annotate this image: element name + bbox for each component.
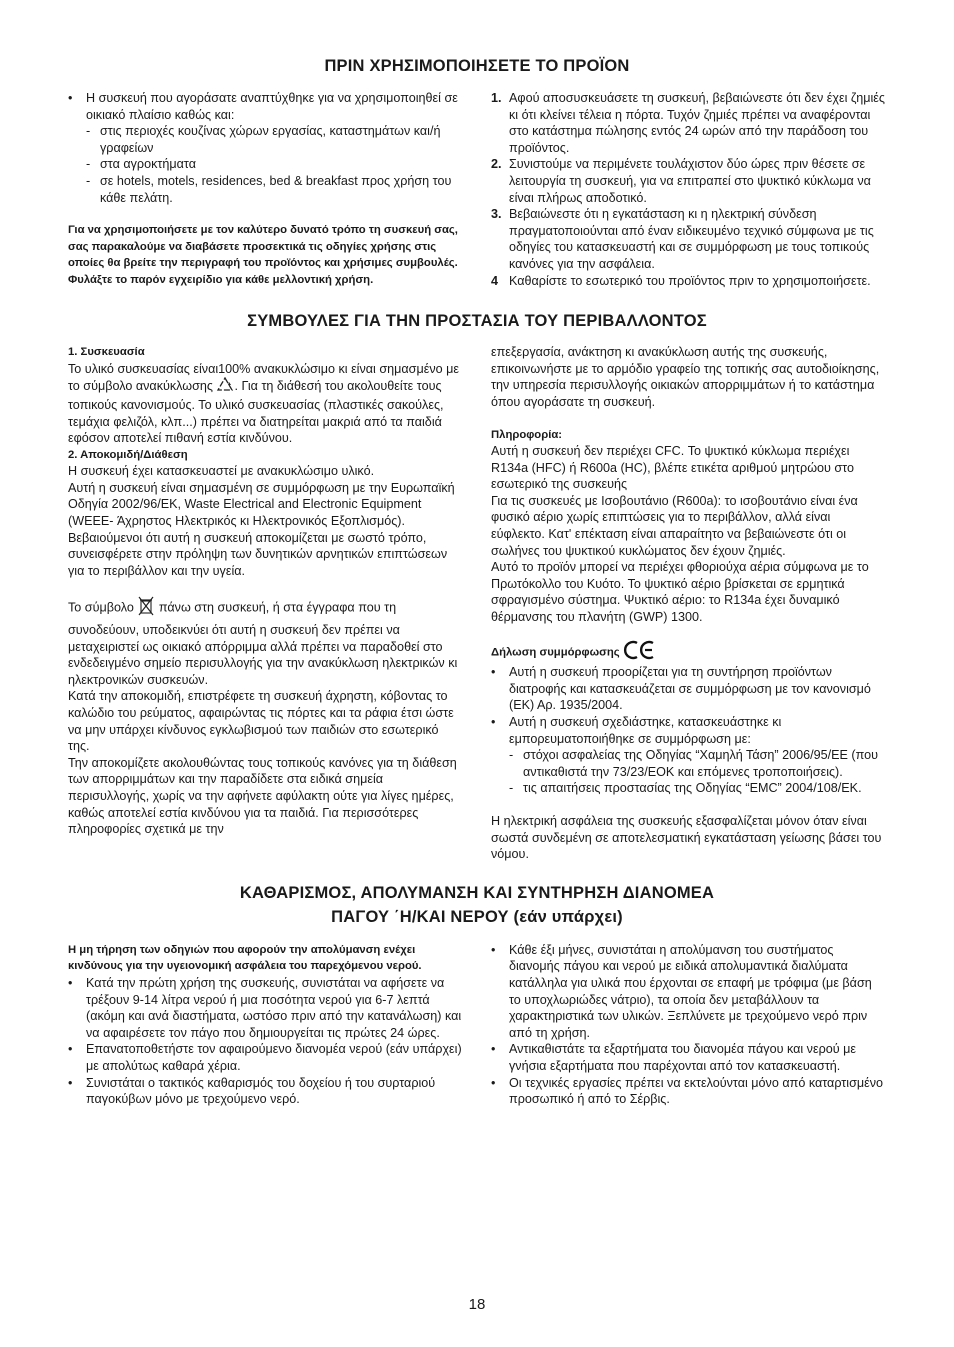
weee-text: Το σύμβολο πάνω στη συσκευή, ή στα έγγραφα που τη συνοδεύουν, υποδεικνύει ότι αυτή η συσκευή δεν πρέπει να μεταχειριστεί ως οικιακό απόρριμμα αλλά πρέπει να παραδοθεί στο ενδεδειγμένο σημείο περισυλλογής για την ανακύκλωση ηλεκτρικών κι ηλεκτρονικών συσκευών. [68,595,463,688]
packaging-text: Το υλικό συσκευασίας είναι100% ανακυκλώσιμο κι είναι σημασμένο με το σύμβολο ανακύκλωσης . Για τη διάθεσή του ακολουθείτε τους τοπικούς κανονισμούς. Το υλικό συσκευασίας (πλαστικές σακούλες, τεμάχια φελιζόλ, κλπ...) πρέπει να διατηρείται μακριά από τα παιδιά εφόσον αποτελεί πιθανή εστία κινδύνου. [68,361,459,446]
conformity-heading-row [491,640,886,665]
step-item: 2. Συνιστούμε να περιμένετε τουλάχιστον δύο ώρες πριν θέσετε σε λειτουργία τη συσκευή, για να επιτραπεί στο ψυκτικό κύκλωμα να είναι πλήρως αποδοτικό. [491,157,871,205]
section-cleaning [68,942,886,1108]
conformity-dash: - τις απαιτήσεις προστασίας της Οδηγίας “EMC” 2004/108/ΕΚ. [509,780,886,797]
disposal-text: Την αποκομίζετε ακολουθώντας τους τοπικούς κανόνες για τη διάθεση των απορριμμάτων και την παραδίδετε στα ειδικά σημεία περισυλλογής, χωρίς να την αφήνετε αφύλακτη ούτε για λίγες ημέρες, καθώς αποτελεί εστία κινδύνου για τα παιδιά. Για περισσότερες πληροφορίες σχετικά με την [68,755,457,837]
section-title-environment: ΣΥΜΒΟΥΛΕΣ ΓΙΑ ΤΗΝ ΠΡΟΣΤΑΣΙΑ ΤΟΥ ΠΕΡΙΒΑΛΛΟΝΤΟΣ [247,312,707,331]
environment-left-column [68,344,463,863]
section-before-use [68,90,886,289]
info-text: Αυτό το προϊόν μπορεί να περιέχει φθοριούχα αέρια σύμφωνα με το Πρωτόκολλο του Κυότο. Το ψυκτικό αέριο βρίσκεται σε ερμητικά σφραγισμένο σύστημα. Ψυκτικό αέριο: το R134a έχει δυναμικό θέρμανσης του πλανήτη (GWP) 1300. [491,560,869,625]
conformity-dashes [509,747,886,797]
section-title-cleaning-line1: ΚΑΘΑΡΙΣΜΟΣ, ΑΠΟΛΥΜΑΝΣΗ ΚΑΙ ΣΥΝΤΗΡΗΣΗ ΔΙΑΝΟΜΕΑ [239,883,715,902]
ce-mark-icon [623,640,657,665]
cleaning-left-column [68,942,463,1108]
cleaning-item: • Συνιστάται ο τακτικός καθαρισμός του δοχείου ή του συρταριού παγοκύβων μόνο με τρεχούμενο νερό. [68,1075,463,1108]
electrical-safety-text: Η ηλεκτρική ασφάλεια της συσκευής εξασφαλίζεται μόνον όταν είναι σωστά συνδεμένη σε αποτελεσματική εγκατάσταση γείωσης βάσει του νόμου. [491,813,882,862]
disposal-text: Αυτή η συσκευή είναι σημασμένη σε συμμόρφωση με την Ευρωπαϊκή Οδηγία 2002/96/ΕΚ, Waste Electrical and Electronic Equipment (WEEE- Άχρηστος Ηλεκτρικός κι Ηλεκτρονικός Εξοπλισμός). Βεβαιούμενοι ότι αυτή η συσκευή αποκομίζεται με σωστό τρόπο, συνεισφέρετε στην πρόληψη των δυνητικών αρνητικών επιπτώσεων για το περιβάλλον και την υγεία. [68,480,455,578]
disposal-heading: 2. Αποκομιδή/Διάθεση [68,448,188,461]
cleaning-item: • Κατά την πρώτη χρήση της συσκευής, συνιστάται να αφήσετε να τρέξουν 9-14 λίτρα νερού ή μια ποσότητα νερού για 6-7 λεπτά (ακόμη και ανά διαστήματα, ωστόσο πριν από την κατανάλωση) και να αφαιρέσετε τον πάγο που δημιουργείται τις πρώτες 24 ώρες. [68,975,463,1041]
disposal-continued: επεξεργασία, ανάκτηση κι ανακύκλωση αυτής της συσκευής, επικοινωνήστε με το αρμόδιο γραφείο της τοπικής σας αυτοδιοίκησης, την υπηρεσία περισυλλογής οικιακών απορριμμάτων ή το κατάστημα όπου αγοράσατε τη συσκευή. [491,345,880,409]
cleaning-list-left [68,975,463,1108]
conformity-item: • Αυτή η συσκευή σχεδιάστηκε, κατασκευάστηκε κι εμπορευματοποιήθηκε σε συμμόρφωση με: - στόχοι ασφαλείας της Οδηγίας “Χαμηλή Τάση” 2006/95/ΕΕ (που αντικαθιστά την 73/23/ΕΟΚ και επόμενες τροποποιήσεις). - τις απαιτήσεις προστασίας της Οδηγίας “EMC” 2004/108/ΕΚ. [491,714,886,797]
before-use-left-column [68,90,463,289]
before-use-right-column [491,90,886,289]
cleaning-item: • Κάθε έξι μήνες, συνιστάται η απολύμανση του συστήματος διανομής πάγου και νερού με ειδικά απολυμαντικά διαλύματα κατάλληλα για υλικά που έρχονται σε επαφή με τρόφιμα (με βάση το υποχλωριώδες νάτριο), τα οποία δεν μεταβάλλουν τα χαρακτηριστικά των υλικών. Ξεπλύνετε με τρεχούμενο νερό πριν από τη χρήση. [491,942,886,1042]
conformity-list [491,664,886,797]
step-item: 1. Αφού αποσυσκευάσετε τη συσκευή, βεβαιώνεστε ότι δεν έχει ζημιές κι ότι κλείνει τέλεια η πόρτα. Τυχόν ζημιές πρέπει να αναφέρονται στο κατάστημα πώλησης εντός 24 ωρών από την παράδοση του προϊόντος. [491,91,885,155]
cleaning-item: • Αντικαθιστάτε τα εξαρτήματα του διανομέα πάγου και νερού με γνήσια εξαρτήματα που παρέχονται από τον κατασκευαστή. [491,1041,886,1074]
packaging-heading: 1. Συσκευασία [68,346,145,359]
intended-use-text: • Η συσκευή που αγοράσατε αναπτύχθηκε για να χρησιμοποιηθεί σε οικιακό πλαίσιο καθώς και: [86,91,458,122]
info-text: Για τις συσκευές με Ισοβουτάνιο (R600a): το ισοβουτάνιο είναι ένα φυσικό αέριο χωρίς επιπτώσεις για το περιβάλλον, αλλά είναι εύφλεκτο. Κατ' επέκταση είναι απαραίτητο να βεβαιώνεστε ότι οι σωλήνες του ψυκτικού κυκλώματος δεν έχουν ζημιές. [491,493,858,558]
crossed-bin-icon [137,595,155,622]
conformity-dash: - στόχοι ασφαλείας της Οδηγίας “Χαμηλή Τάση” 2006/95/ΕΕ (που αντικαθιστά την 73/23/ΕΟΚ και επόμενες τροποποιήσεις). [509,747,886,780]
intended-use-item [68,90,463,206]
info-heading: Πληροφορία: [491,428,563,441]
intended-use-dashes [86,123,463,206]
before-use-steps [491,90,886,289]
step-item: 3. Βεβαιώνεστε ότι η εγκατάσταση κι η ηλεκτρική σύνδεση πραγματοποιούνται από έναν ειδικευμένο τεχνικό σύμφωνα με τις οδηγίες του κατασκευαστή και σε συμμόρφωση με τους τοπικούς κανόνες για την ασφάλεια. [491,207,874,271]
step-item: 4 Καθαρίστε το εσωτερικό του προϊόντος πριν το χρησιμοποιήσετε. [491,273,871,288]
cleaning-right-column [491,942,886,1108]
intended-use-dash: - σε hotels, motels, residences, bed & breakfast προς χρήση του κάθε πελάτη. [86,173,463,206]
info-text: Αυτή η συσκευή δεν περιέχει CFC. Το ψυκτικό κύκλωμα περιέχει R134a (HFC) ή R600a (HC), βλέπε ετικέτα αριθμού μητρώου στο εσωτερικό της συσκευής [491,444,854,492]
sanitation-warning: Η μη τήρηση των οδηγιών που αφορούν την απολύμανση ενέχει κινδύνους για την υγειονομική ασφάλεια του παρεχόμενου νερού. [68,943,422,973]
intended-use-dash: - στα αγροκτήματα [86,156,463,173]
page-number: 18 [468,1296,486,1313]
conformity-item: • Αυτή η συσκευή προορίζεται για τη συντήρηση προϊόντων διατροφής και κατασκευάζεται σε συμμόρφωση με τον κανονισμό (ΕΚ) Αρ. 1935/2004. [491,664,886,714]
cleaning-item: • Οι τεχνικές εργασίες πρέπει να εκτελούνται μόνο από καταρτισμένο προσωπικό ή από το Σέρβις. [491,1075,886,1108]
disposal-text: Κατά την αποκομιδή, επιστρέφετε τη συσκευή άχρηστη, κόβοντας το καλώδιο του ρεύματος, αφαιρώντας τις πόρτες και τα ράφια έτσι ώστε να μην υπάρχει κίνδυνος εγκλωβισμού των παιδιών στο εσωτερικό της. [68,689,454,754]
disposal-text: Η συσκευή έχει κατασκευαστεί με ανακυκλώσιμο υλικό. [68,464,375,479]
section-environment [68,344,886,863]
read-instructions-note: Για να χρησιμοποιήσετε με τον καλύτερο δυνατό τρόπο τη συσκευή σας, σας παρακαλούμε να διαβάσετε προσεκτικά τις οδηγίες χρήσης στις οποίες θα βρείτε την περιγραφή του προϊόντος και χρήσιμες συμβουλές. Φυλάξτε το παρόν εγχειρίδιο για κάθε μελλοντική χρήση. [68,224,458,286]
cleaning-item: • Επανατοποθετήστε τον αφαιρούμενο διανομέα νερού (εάν υπάρχει) με απολύτως καθαρά χέρια. [68,1041,463,1074]
environment-right-column [491,344,886,863]
conformity-heading: Δήλωση συμμόρφωσης [491,646,620,659]
intended-use-dash: - στις περιοχές κουζίνας χώρων εργασίας, καταστημάτων και/ή γραφείων [86,123,463,156]
section-title-cleaning-line2: ΠΑΓΟΥ ΄Η/ΚΑΙ ΝΕΡΟΥ (εάν υπάρχει) [331,907,623,926]
manual-page [68,56,886,1108]
intended-use-list [68,90,463,206]
recycle-icon [216,377,234,397]
section-title-before-use: ΠΡΙΝ ΧΡΗΣΙΜΟΠΟΙΗΣΕΤΕ ΤΟ ΠΡΟΪΟΝ [324,57,630,75]
cleaning-list-right [491,942,886,1108]
